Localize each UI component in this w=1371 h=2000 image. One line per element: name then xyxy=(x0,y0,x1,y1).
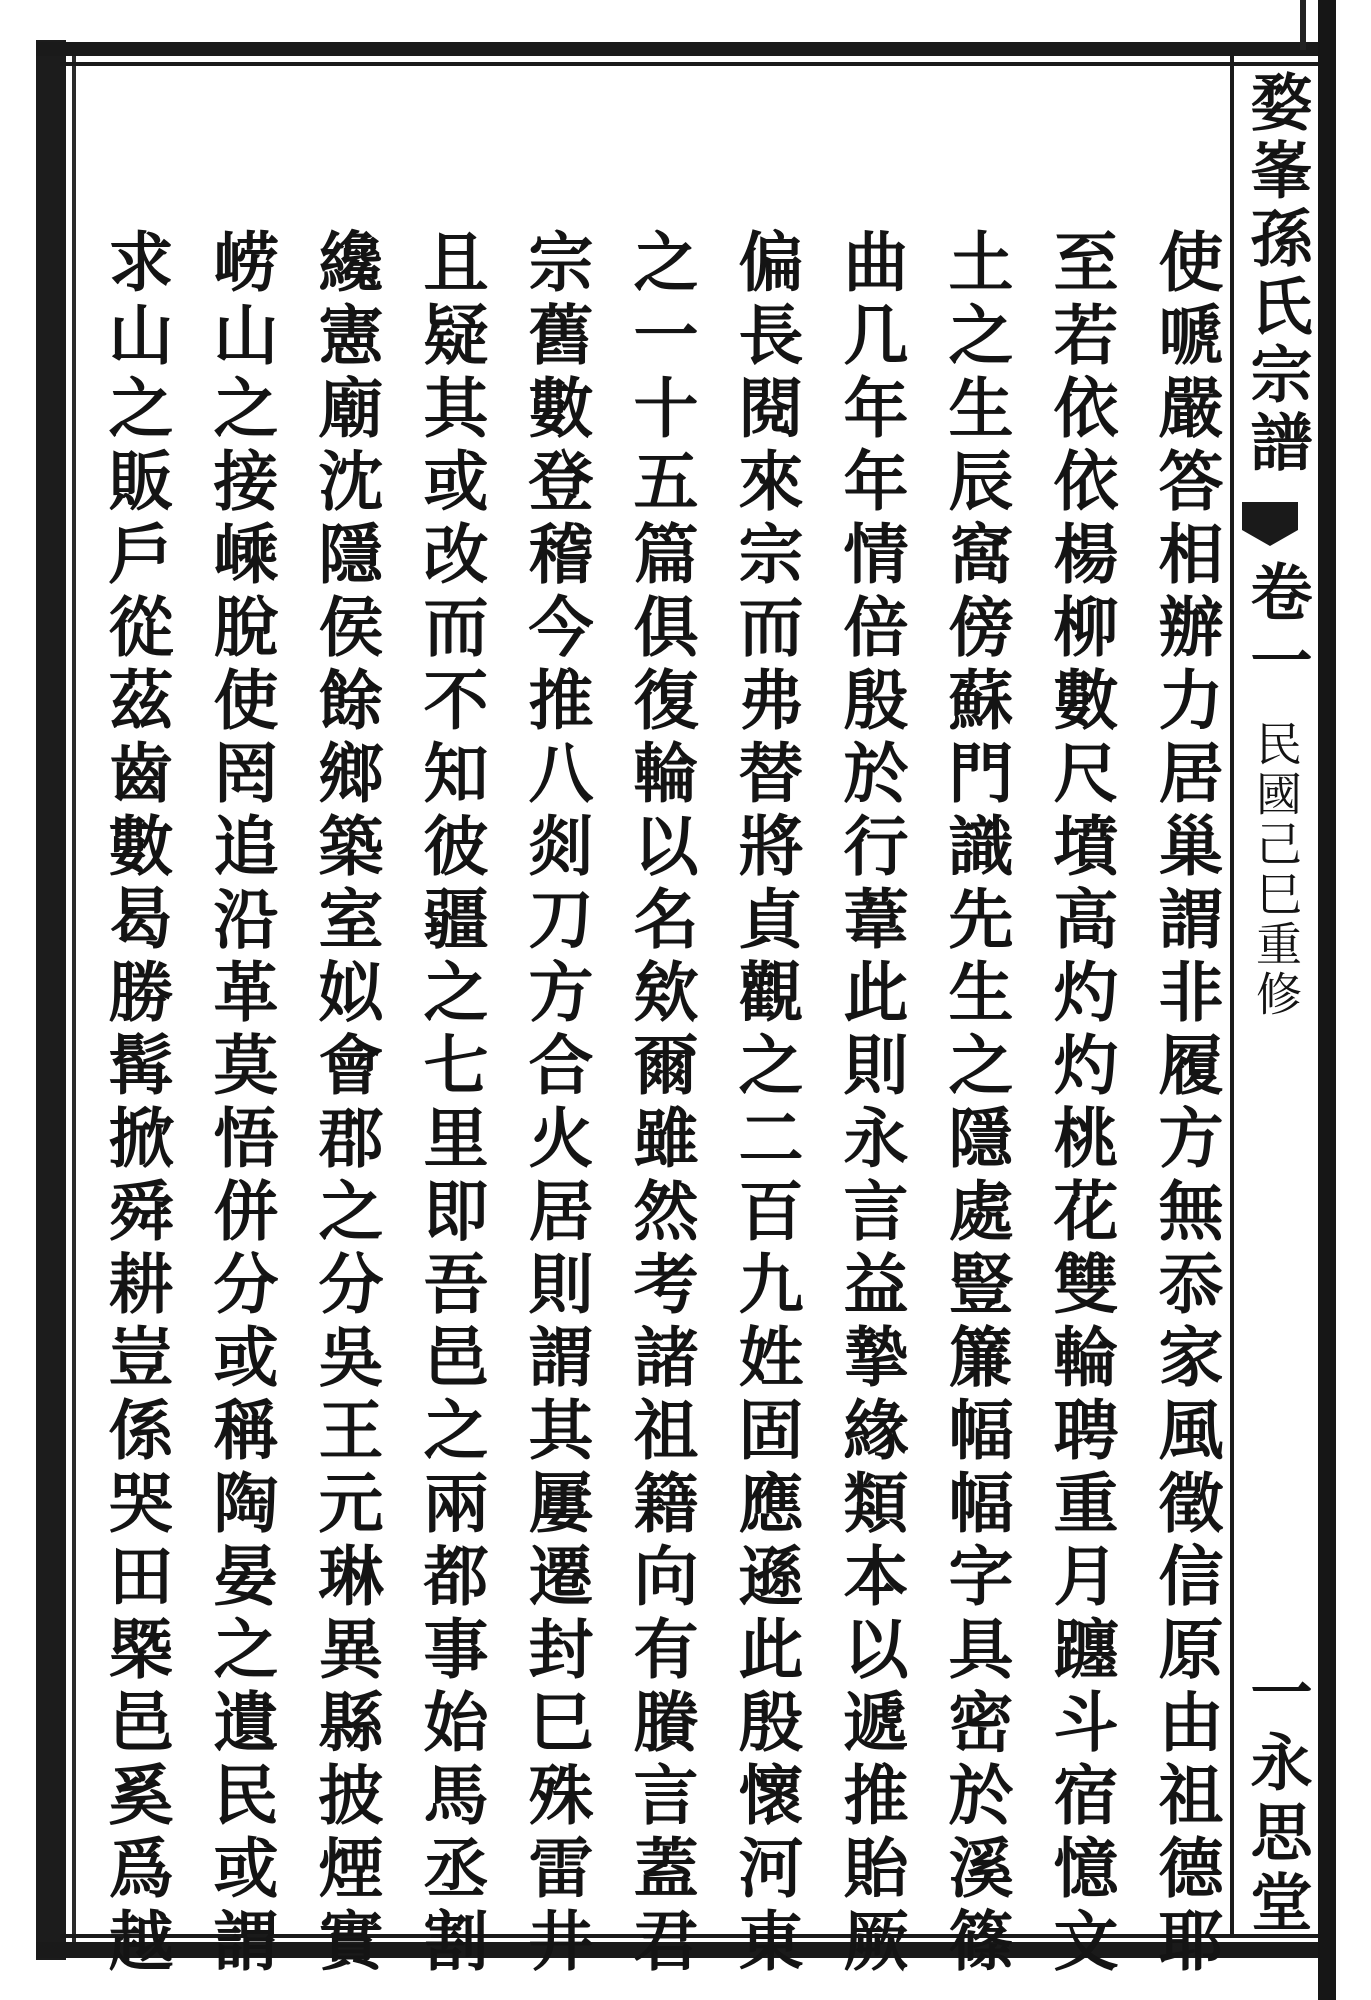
text-column-10: 崂山之接嵊脫使罔追沿革莫悟併分或稱陶晏之遺民或謂 xyxy=(202,228,278,1980)
text-column-9: 纔憲廟沈隱侯餘鄉築室姒會郡之分吳王元琳異縣披煙實 xyxy=(307,228,383,1980)
text-column-5: 偏長閱來宗而弗替將貞觀之二百九姓固應遜此殷懷河東 xyxy=(727,228,803,1980)
text-column-2: 至若依依楊柳數尺墳高灼灼桃花雙輪聘重月躔斗宿憶文 xyxy=(1042,228,1118,1980)
text-column-3: 土之生辰窩傍蘇門識先生之隱處豎簾幅幅字具密於溪篠 xyxy=(937,228,1013,1980)
fold-corner xyxy=(1300,0,1306,50)
text-column-8: 且疑其或改而不知彼疆之七里即吾邑之兩都事始馬丞割 xyxy=(412,228,488,1980)
text-column-11: 求山之販戶從茲齒數曷勝髯掀舜耕豈係哭田槩邑奚爲越 xyxy=(97,228,173,1980)
genealogy-title: 婺峯孫氏宗譜 xyxy=(1240,70,1313,478)
top-inner-border xyxy=(60,62,1326,66)
binding-edge xyxy=(36,40,66,1960)
volume-label: 卷一 xyxy=(1240,560,1313,696)
text-column-1: 使嗁嚴答相辦力居巢謂非履方無忝家風徵信原由祖德耶 xyxy=(1147,228,1223,1980)
top-border xyxy=(36,42,1326,56)
fishtail-mark-icon xyxy=(1240,500,1300,548)
edition-note: 民國己巳重修 xyxy=(1249,720,1303,1020)
page-fold-edge xyxy=(1318,0,1336,2000)
inner-border-line xyxy=(72,48,76,1948)
text-column-6: 之一十五篇俱復輪以名欸爾雖然考諸祖籍向有賸言蓋君 xyxy=(622,228,698,1980)
text-column-4: 曲几年年情倍殷於行葦此則永言益摯緣類本以遞推貽厥 xyxy=(832,228,908,1980)
text-column-7: 宗舊數登稽今推八剡刀方合火居則謂其屢遷封巳殊雷井 xyxy=(517,228,593,1980)
hall-name: 一永思堂 xyxy=(1240,1660,1313,1940)
fold-column-divider xyxy=(1230,56,1234,1938)
